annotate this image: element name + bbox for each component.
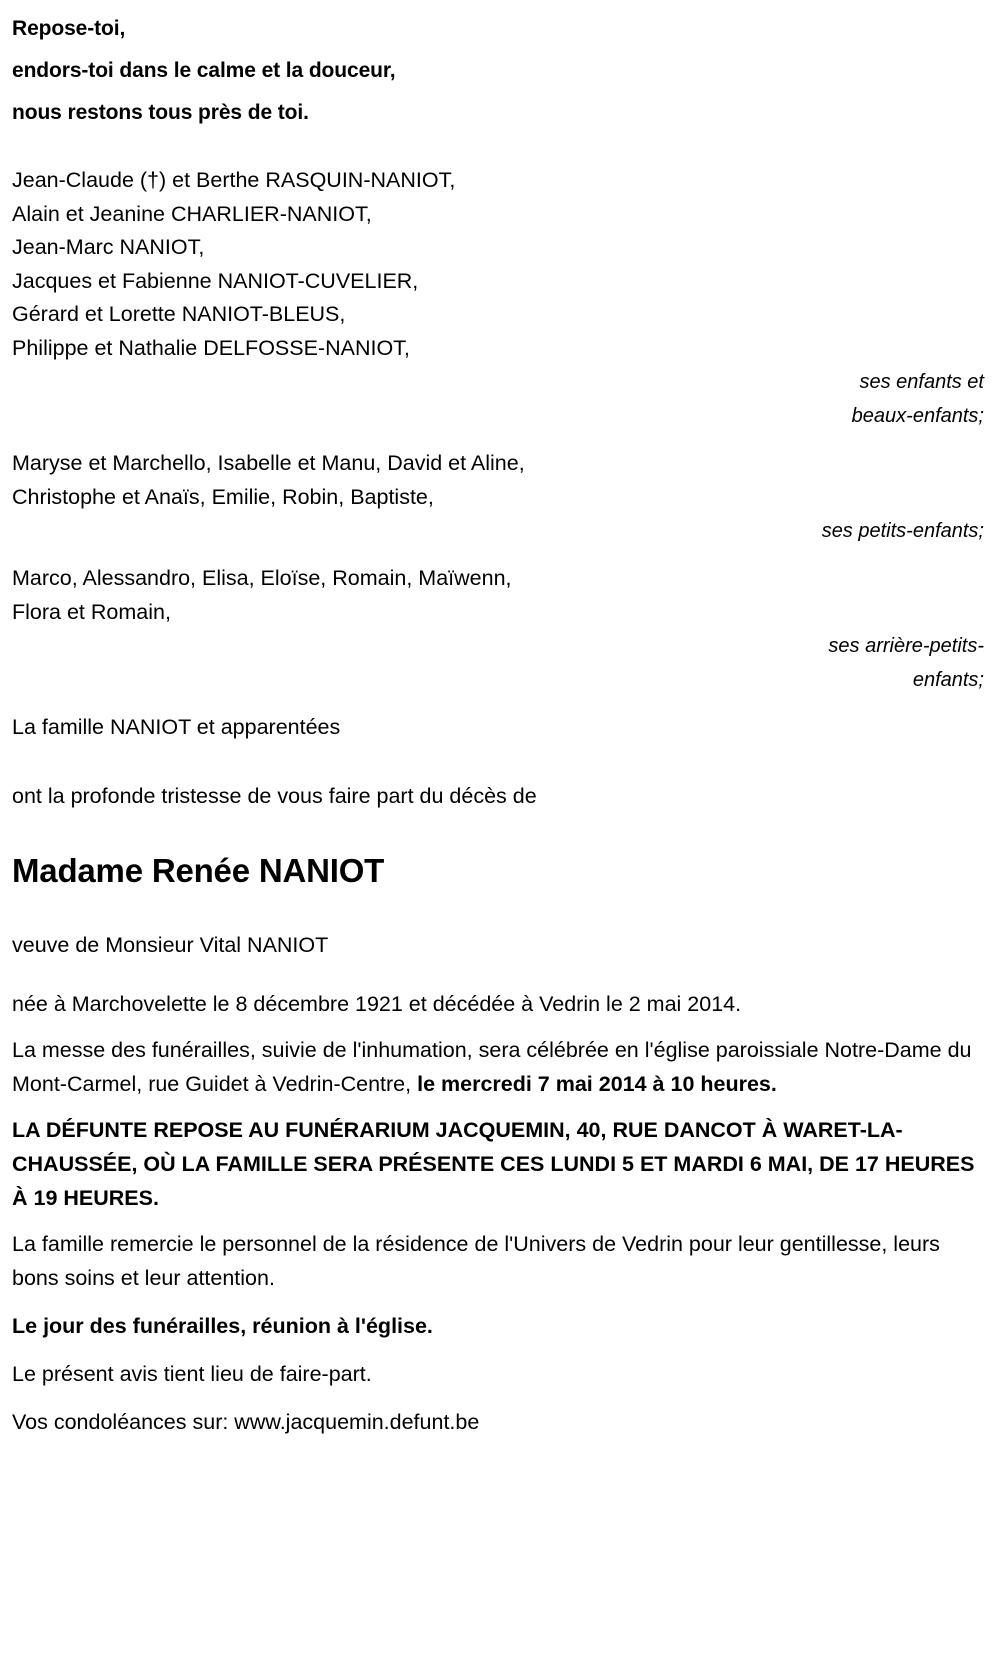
epigraph-line: nous restons tous près de toi. bbox=[12, 101, 309, 124]
notice-note: Le présent avis tient lieu de faire-part. bbox=[12, 1362, 372, 1386]
repose-notice: LA DÉFUNTE REPOSE AU FUNÉRARIUM JACQUEMIN, 40, RUE DANCOT À WARET-LA-CHAUSSÉE, OÙ LA FAMILLE SERA PRÉSENTE CES LUNDI 5 ET MARDI 6 MAI, DE 17 HEURES À 19 HEURES. bbox=[12, 1118, 975, 1210]
funeral-text-normal: La messe des funérailles, suivie de l'inhumation, sera célébrée en l'église paroissiale Notre-Dame du Mont-Carmel, rue Guidet à Vedrin-Centre, bbox=[12, 1038, 972, 1096]
grandchild-name: Maryse et Marchello, Isabelle et Manu, David et Aline, bbox=[12, 451, 525, 475]
children-names-block bbox=[12, 164, 986, 365]
spacer bbox=[12, 548, 986, 562]
funeral-details bbox=[12, 1033, 986, 1101]
extended-family-line: La famille NANIOT et apparentées bbox=[12, 715, 341, 739]
relation-label-children bbox=[12, 365, 986, 433]
epigraph-line: endors-toi dans le calme et la douceur, bbox=[12, 59, 396, 82]
great-grandchildren-names-block bbox=[12, 562, 986, 629]
child-name: Alain et Jeanine CHARLIER-NANIOT, bbox=[12, 201, 372, 226]
announcement-sentence: ont la profonde tristesse de vous faire part du décès de bbox=[12, 784, 537, 808]
condolences-line: Vos condoléances sur: www.jacquemin.defunt.be bbox=[12, 1410, 480, 1434]
relation-label-line: ses petits-enfants; bbox=[821, 520, 984, 542]
epigraph-line: Repose-toi, bbox=[12, 17, 126, 40]
great-grandchild-name: Flora et Romain, bbox=[12, 599, 171, 624]
great-grandchild-name: Marco, Alessandro, Elisa, Eloïse, Romain, Maïwenn, bbox=[12, 566, 512, 590]
grandchild-name: Christophe et Anaïs, Emilie, Robin, Baptiste, bbox=[12, 484, 434, 509]
relation-label-line: ses enfants et bbox=[859, 371, 984, 393]
relation-label-grandchildren bbox=[12, 514, 986, 548]
reunion-note: Le jour des funérailles, réunion à l'église. bbox=[12, 1314, 433, 1338]
relation-label-line: beaux-enfants; bbox=[851, 405, 984, 427]
thanks-paragraph: La famille remercie le personnel de la résidence de l'Univers de Vedrin pour leur gentillesse, leurs bons soins et leur attention. bbox=[12, 1232, 940, 1290]
birth-death-details: née à Marchovelette le 8 décembre 1921 et décédée à Vedrin le 2 mai 2014. bbox=[12, 992, 742, 1016]
relation-label-line: enfants; bbox=[912, 669, 984, 691]
spacer bbox=[12, 697, 986, 711]
child-name: Jean-Marc NANIOT, bbox=[12, 235, 205, 259]
relation-label-great-grandchildren bbox=[12, 629, 986, 697]
spacer bbox=[12, 433, 986, 447]
relation-label-line: ses arrière-petits- bbox=[828, 635, 984, 657]
epigraph bbox=[12, 8, 986, 134]
deceased-name: Madame Renée NANIOT bbox=[12, 852, 385, 889]
funeral-text-bold: le mercredi 7 mai 2014 à 10 heures. bbox=[417, 1072, 777, 1096]
child-name: Jean-Claude (†) et Berthe RASQUIN-NANIOT, bbox=[12, 168, 456, 192]
child-name: Gérard et Lorette NANIOT-BLEUS, bbox=[12, 302, 346, 326]
child-name: Philippe et Nathalie DELFOSSE-NANIOT, bbox=[12, 335, 410, 360]
widow-of-line: veuve de Monsieur Vital NANIOT bbox=[12, 933, 329, 957]
grandchildren-names-block bbox=[12, 447, 986, 514]
child-name: Jacques et Fabienne NANIOT-CUVELIER, bbox=[12, 268, 419, 293]
